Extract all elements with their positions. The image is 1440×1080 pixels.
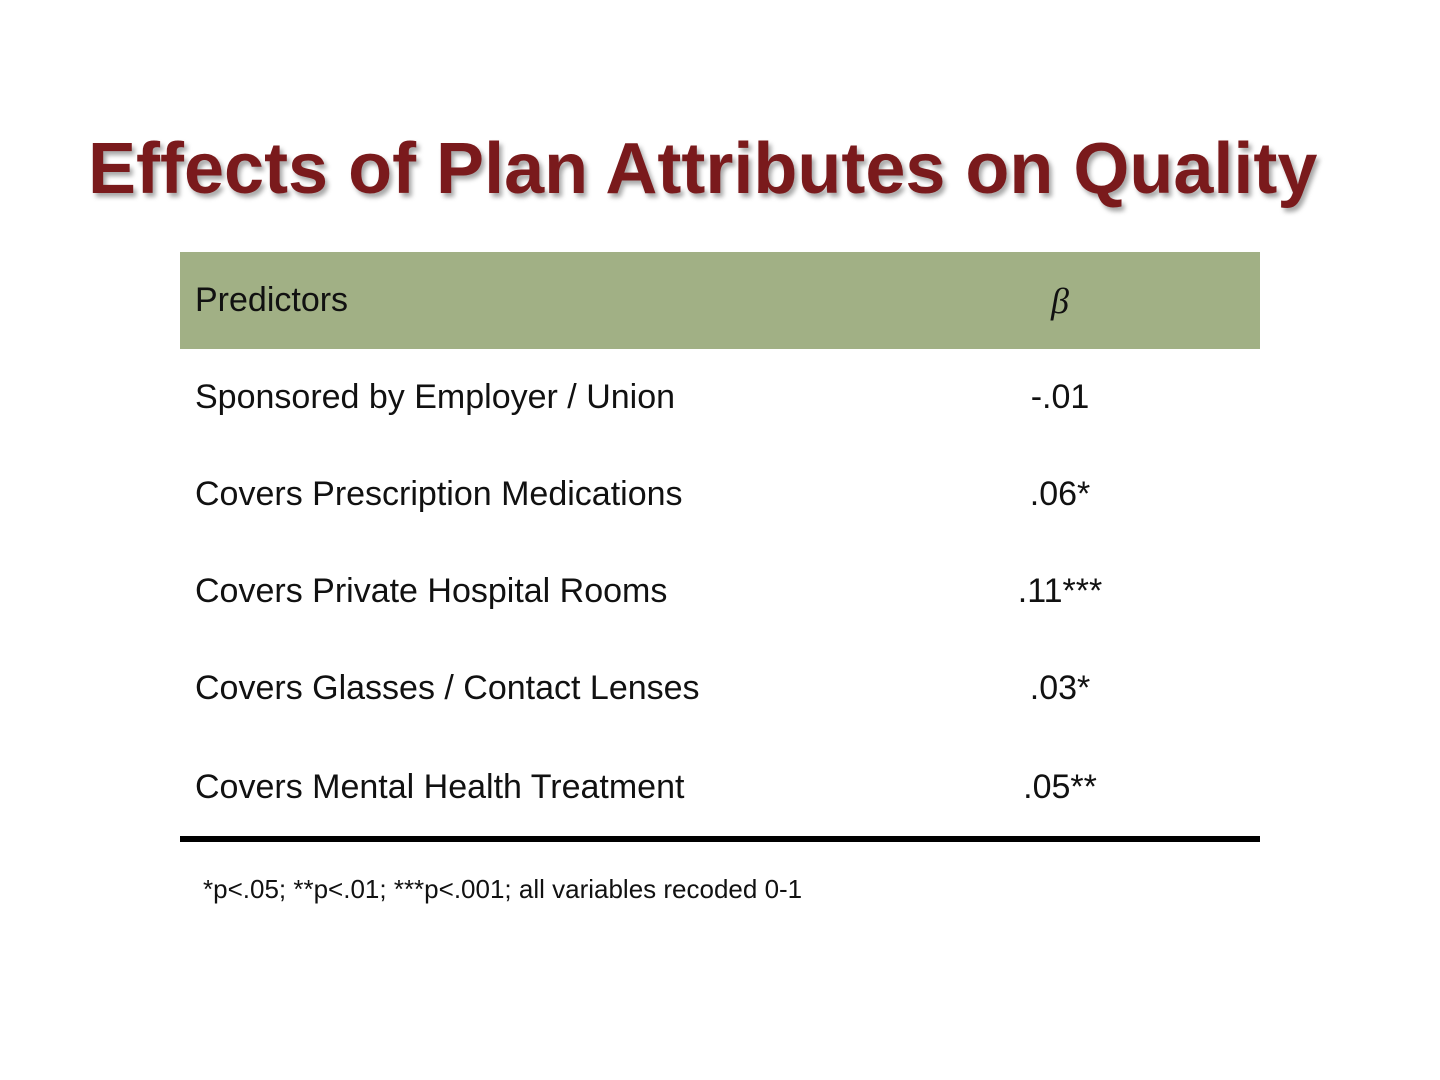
table-row	[180, 543, 1260, 640]
predictor-cell: Covers Prescription Medications	[195, 475, 683, 513]
predictors-header: Predictors	[195, 281, 349, 319]
table-row	[180, 446, 1260, 543]
predictor-cell: Covers Mental Health Treatment	[195, 767, 685, 806]
results-table	[180, 252, 1260, 837]
beta-header: β	[1051, 280, 1069, 321]
predictor-cell: Sponsored by Employer / Union	[195, 378, 676, 416]
beta-cell: .06*	[1029, 475, 1091, 513]
predictor-cell: Covers Private Hospital Rooms	[195, 572, 668, 610]
table-header-row	[180, 252, 1260, 349]
beta-cell: .11***	[1017, 572, 1103, 610]
predictor-cell: Covers Glasses / Contact Lenses	[195, 669, 700, 707]
beta-cell: .03*	[1029, 669, 1091, 707]
slide-title: Effects of Plan Attributes on Quality	[88, 129, 1318, 209]
beta-cell: .05**	[1023, 767, 1097, 806]
beta-cell: -.01	[1030, 378, 1090, 416]
table-row	[180, 737, 1260, 837]
table-bottom-rule	[180, 836, 1260, 842]
significance-footnote: *p<.05; **p<.01; ***p<.001; all variables recoded 0-1	[203, 874, 803, 904]
table-row	[180, 640, 1260, 737]
table-row	[180, 349, 1260, 446]
